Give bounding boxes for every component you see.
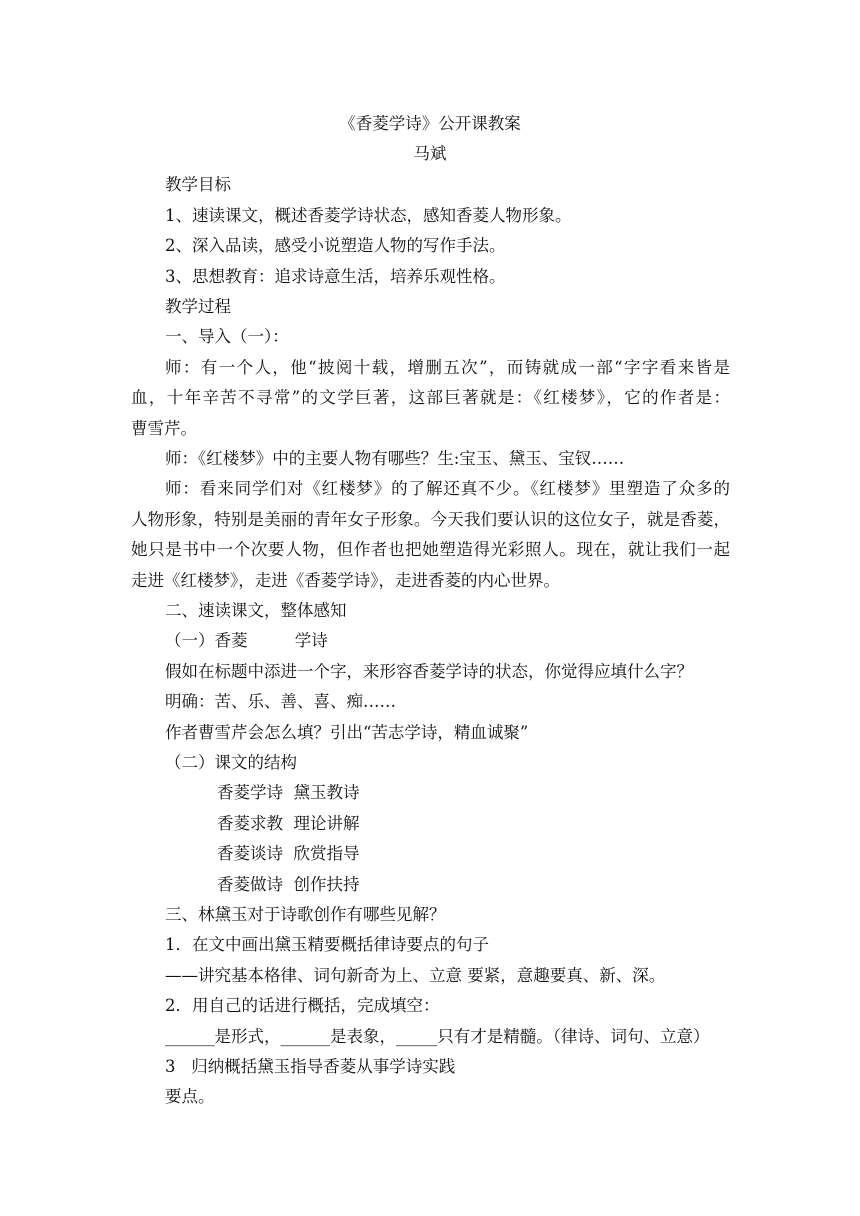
heading-teaching-process: 教学过程 [165,297,231,316]
question-line: 假如在标题中添进一个字，来形容香菱学诗的状态，你觉得应填什么字？ [165,662,693,681]
structure-row: 香菱求教 理论讲解 [217,814,360,833]
list-item-continuation: 要点。 [165,1087,215,1106]
paragraph-line: 师：看来同学们对《红楼梦》的了解还真不少。《红楼梦》里塑造了众多的 [165,479,730,498]
list-item: 2．用自己的话进行概括，完成填空： [165,996,440,1015]
structure-row: 香菱做诗 创作扶持 [217,875,360,894]
paragraph-line: 走进《红楼梦》，走进《香菱学诗》，走进香菱的内心世界。 [131,571,560,590]
paragraph-line: 人物形象，特别是美丽的青年女子形象。今天我们要认识的这位女子，就是香菱， [131,510,730,529]
structure-row: 香菱谈诗 欣赏指导 [217,844,360,863]
document-title: 《香菱学诗》公开课教案 [339,114,521,133]
list-item-answer: ——讲究基本格律、词句新奇为上、立意 要紧，意趣要真、新、深。 [165,966,666,985]
paragraph-line: 师：有一个人，他“披阅十载，增删五次”，而铸就成一部“字字看来皆是 [165,358,730,377]
fill-in-blank-line: ______是形式，______是表象，_____只有才是精髓。（律诗、词句、立意） [165,1027,710,1046]
list-item: 3 归纳概括黛玉指导香菱从事学诗实践 [165,1057,456,1076]
paragraph-line: 师：《红楼梦》中的主要人物有哪些？生:宝玉、黛玉、宝钗…… [165,449,625,468]
paragraph-line: 曹雪芹。 [131,419,197,438]
paragraph-line: 血，十年辛苦不寻常”的文学巨著，这部巨著就是：《红楼梦》，它的作者是： [131,388,730,407]
section-heading: 二、速读课文，整体感知 [165,601,347,620]
paragraph-line: 她只是书中一个次要人物，但作者也把她塑造得光彩照人。现在，就让我们一起 [131,540,730,559]
author-name: 马斌 [413,144,447,163]
question-line: 作者曹雪芹会怎么填？引出“苦志学诗，精血诚聚” [165,723,529,742]
answer-line: 明确：苦、乐、善、喜、痴…… [165,692,396,711]
subsection-heading: （二）课文的结构 [165,753,297,772]
section-heading: 一、导入（一）： [165,327,289,346]
subsection-heading: （一）香菱 学诗 [165,631,328,650]
goal-item: 1、速读课文，概述香菱学诗状态，感知香菱人物形象。 [165,206,572,225]
goal-item: 3、思想教育：追求诗意生活，培养乐观性格。 [165,267,506,286]
section-heading: 三、林黛玉对于诗歌创作有哪些见解？ [165,905,446,924]
structure-row: 香菱学诗 黛玉教诗 [217,783,360,802]
goal-item: 2、深入品读，感受小说塑造人物的写作手法。 [165,236,506,255]
list-item: 1．在文中画出黛玉精要概括律诗要点的句子 [165,935,489,954]
heading-teaching-goals: 教学目标 [165,175,231,194]
